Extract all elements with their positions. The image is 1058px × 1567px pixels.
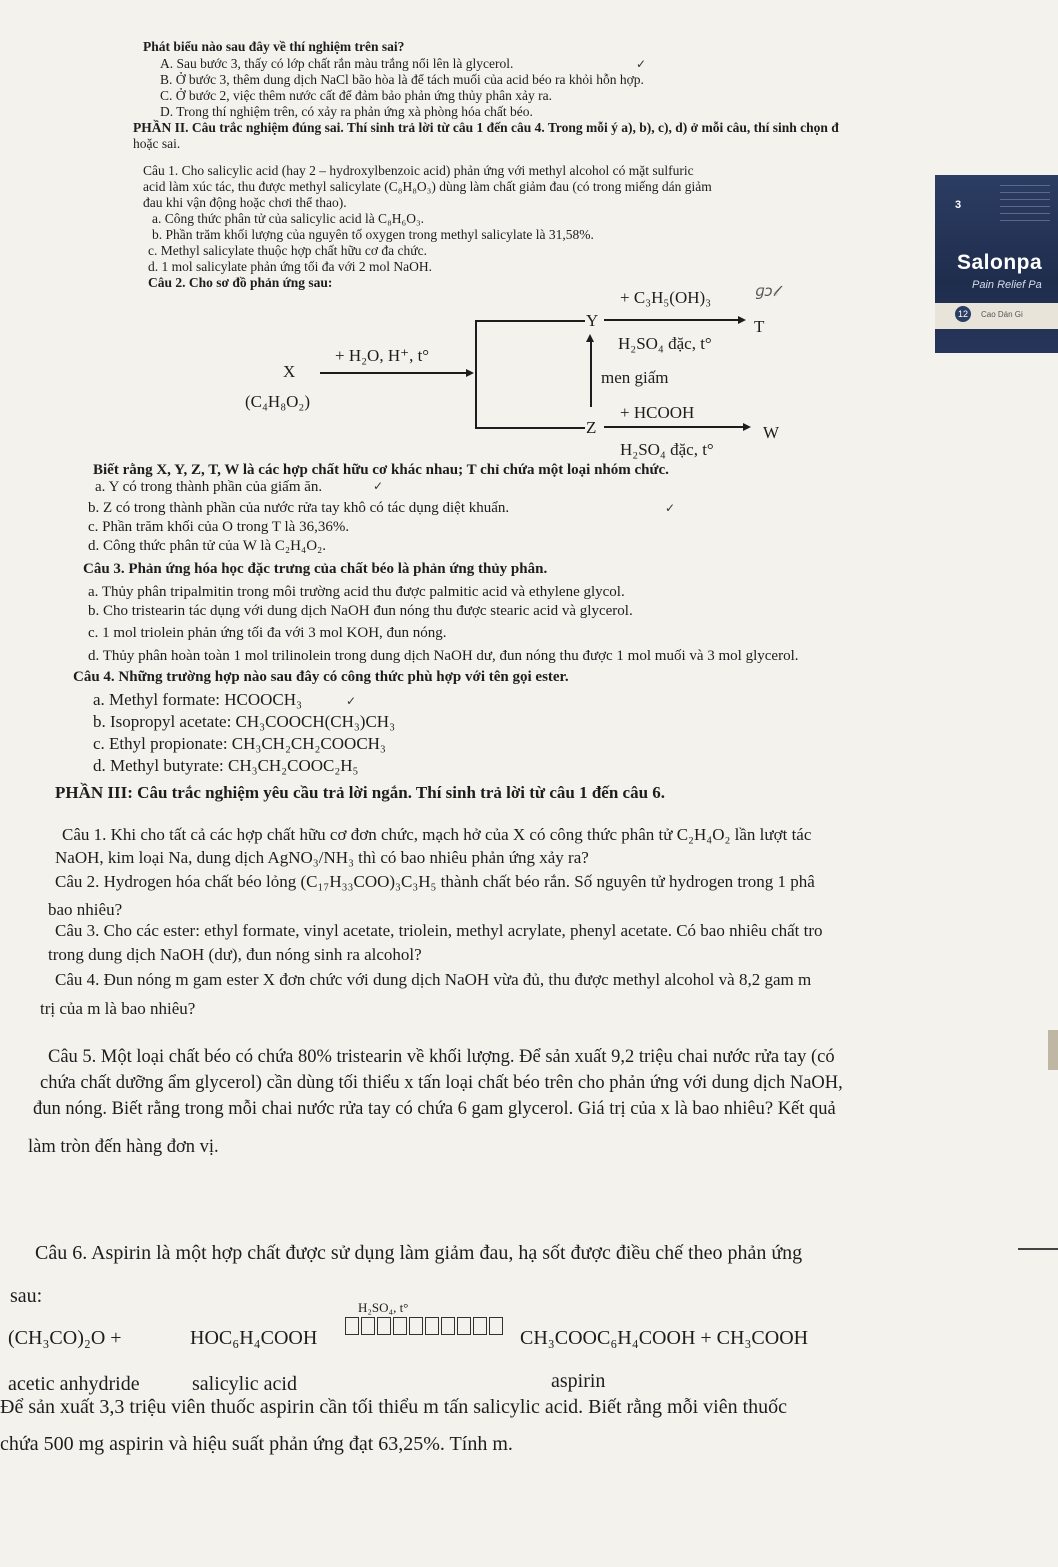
- q1-line1: Câu 1. Cho salicylic acid (hay 2 – hydroxylbenzoic acid) phản ứng với methyl alcohol có mặt sulfuric: [143, 163, 694, 178]
- product-subtitle: Pain Relief Pa: [972, 279, 1042, 291]
- scheme-w: W: [763, 423, 780, 442]
- eq-reactant2: HOC₆H₄COOH: [190, 1327, 318, 1349]
- question-prompt: Phát biểu nào sau đây về thí nghiệm trên sai?: [143, 39, 405, 54]
- eq-condition: H₂SO₄, t°: [358, 1300, 409, 1315]
- name-acetic-anhydride: acetic anhydride: [8, 1373, 140, 1395]
- p3-c2-line2: bao nhiêu?: [48, 900, 123, 919]
- scheme-x-formula: (C₄H₈O₂): [245, 392, 310, 411]
- check-mark-icon: ✓: [636, 57, 647, 71]
- p3-c5-line2: chứa chất dưỡng ẩm glycerol) cần dùng tối thiểu x tấn loại chất béo trên cho phản ứng với dung dịch NaOH,: [40, 1073, 843, 1093]
- scheme-up-arrowhead: [586, 334, 594, 342]
- q3-b: b. Cho tristearin tác dụng với dung dịch NaOH đun nóng thu được stearic acid và glycerol.: [88, 603, 633, 619]
- p3-c5-line3: đun nóng. Biết rằng trong mỗi chai nước rửa tay có chứa 6 gam glycerol. Giá trị của x là bao nhiêu? Kết quả: [33, 1099, 836, 1119]
- scheme-x: X: [283, 362, 296, 381]
- check-mark-icon: ✓: [373, 479, 384, 493]
- scheme-z: Z: [586, 418, 597, 437]
- scheme-arrow-y: [604, 319, 744, 321]
- scheme-reagent-z-bot: H₂SO₄ đặc, t°: [620, 440, 714, 459]
- p3-c1-line1: Câu 1. Khi cho tất cả các hợp chất hữu cơ đơn chức, mạch hở của X có công thức phân tử C₂H₄O₂ lần lượt tác: [62, 825, 812, 844]
- option-d: D. Trong thí nghiệm trên, có xảy ra phản ứng xà phòng hóa chất béo.: [160, 104, 533, 119]
- scheme-vert-z-y: [590, 339, 592, 407]
- option-c: C. Ở bước 2, việc thêm nước cất để đảm bảo phản ứng thủy phân xảy ra.: [160, 88, 552, 103]
- part2-header-cont: hoặc sai.: [133, 136, 181, 151]
- product-badge: 12: [955, 306, 971, 322]
- p3-c5-line4: làm tròn đến hàng đơn vị.: [28, 1137, 219, 1157]
- p3-c6-line2: sau:: [10, 1285, 43, 1307]
- p3-c6-line3: Để sản xuất 3,3 triệu viên thuốc aspirin cần tối thiểu m tấn salicylic acid. Biết rằng mỗi viên thuốc: [0, 1396, 788, 1418]
- scheme-reagent-y-bot: H₂SO₄ đặc, t°: [618, 334, 712, 353]
- p3-c1-line2: NaOH, kim loại Na, dung dịch AgNO₃/NH₃ thì có bao nhiêu phản ứng xảy ra?: [55, 848, 589, 867]
- q1-line2: acid làm xúc tác, thu được methyl salicylate (C₈H₈O₃) dùng làm chất giảm đau (có trong miếng dán giảm: [143, 179, 712, 194]
- q2-a: a. Y có trong thành phần của giấm ăn.: [95, 479, 323, 495]
- q2-intro: Câu 2. Cho sơ đồ phản ứng sau:: [148, 275, 333, 290]
- p3-c5-line1: Câu 5. Một loại chất béo có chứa 80% tristearin về khối lượng. Để sản xuất 9,2 triệu chai nước rửa tay (có: [48, 1047, 835, 1067]
- scheme-reagent-z-top: + HCOOH: [620, 403, 695, 422]
- q4-c: c. Ethyl propionate: CH₃CH₂CH₂COOCH₃: [93, 734, 386, 753]
- p3-c3-line2: trong dung dịch NaOH (dư), đun nóng sinh ra alcohol?: [48, 945, 422, 964]
- q1-line3: đau khi vận động hoặc chơi thể thao).: [143, 195, 347, 210]
- scheme-t: T: [754, 317, 765, 336]
- q2-c: c. Phần trăm khối của O trong T là 36,36%.: [88, 519, 350, 535]
- p3-c6-line4: chứa 500 mg aspirin và hiệu suất phản ứng đạt 63,25%. Tính m.: [0, 1433, 513, 1455]
- q1-d: d. 1 mol salicylate phản ứng tối đa với 2 mol NaOH.: [148, 259, 433, 274]
- page-edge-shadow: [1048, 1030, 1058, 1070]
- check-mark-icon: ✓: [346, 694, 357, 708]
- p3-c2-line1: Câu 2. Hydrogen hóa chất béo lỏng (C₁₇H₃₃COO)₃C₃H₅ thành chất béo rắn. Số nguyên tử hydrogen trong 1 phâ: [55, 872, 815, 891]
- scheme-arrow-z: [604, 426, 749, 428]
- q4-a: a. Methyl formate: HCOOCH₃: [93, 690, 302, 709]
- p3-c4-line1: Câu 4. Đun nóng m gam ester X đơn chức với dung dịch NaOH vừa đủ, thu được methyl alcohol và 8,2 gam m: [55, 970, 812, 989]
- scheme-branch-top: [475, 320, 585, 322]
- scheme-arrow-main: [320, 372, 472, 374]
- q1-c: c. Methyl salicylate thuộc hợp chất hữu cơ đa chức.: [148, 243, 427, 258]
- option-b: B. Ở bước 3, thêm dung dịch NaCl bão hòa là để tách muối của acid béo ra khỏi hỗn hợp.: [160, 72, 644, 87]
- handwritten-note: ɡɔ𝓁: [755, 282, 778, 300]
- q2-note: Biết rằng X, Y, Z, T, W là các hợp chất hữu cơ khác nhau; T chỉ chứa một loại nhóm chức.: [93, 462, 669, 478]
- option-a: A. Sau bước 3, thấy có lớp chất rắn màu trắng nổi lên là glycerol.: [160, 56, 514, 71]
- check-mark-icon: ✓: [665, 501, 676, 515]
- part3-header: PHẦN III: Câu trắc nghiệm yêu cầu trả lời ngắn. Thí sinh trả lời từ câu 1 đến câu 6.: [55, 783, 666, 802]
- q1-a: a. Công thức phân tử của salicylic acid là C₈H₆O₃.: [152, 211, 425, 226]
- scheme-men-giam: men giấm: [601, 368, 669, 387]
- salonpas-product-image: [935, 175, 1058, 353]
- q4-intro: Câu 4. Những trường hợp nào sau đây có công thức phù hợp với tên gọi ester.: [73, 669, 569, 685]
- q3-c: c. 1 mol triolein phản ứng tối đa với 3 mol KOH, đun nóng.: [88, 625, 447, 641]
- p3-c3-line1: Câu 3. Cho các ester: ethyl formate, vinyl acetate, triolein, methyl acrylate, phenyl acetate. Có bao nhiêu chất tro: [55, 921, 823, 940]
- product-brand: Salonpa: [957, 251, 1043, 274]
- q3-intro: Câu 3. Phản ứng hóa học đặc trưng của chất béo là phản ứng thủy phân.: [83, 561, 548, 577]
- product-decoration-icon: 3: [955, 199, 962, 211]
- scheme-branch-vert: [475, 320, 477, 427]
- scheme-reagent-y-top: + C₃H₅(OH)₃: [620, 288, 712, 307]
- p3-c4-line2: trị của m là bao nhiêu?: [40, 999, 196, 1018]
- p3-c6-line1: Câu 6. Aspirin là một hợp chất được sử dụng làm giảm đau, hạ sốt được điều chế theo phản ứng: [35, 1242, 803, 1264]
- q3-a: a. Thủy phân tripalmitin trong môi trường acid thu được palmitic acid và ethylene glycol.: [88, 584, 625, 600]
- q3-d: d. Thủy phân hoàn toàn 1 mol trilinolein trong dung dịch NaOH dư, đun nóng thu được 1 mol muối và 3 mol glycerol.: [88, 648, 799, 664]
- name-aspirin: aspirin: [551, 1370, 606, 1392]
- eq-reactant1: (CH₃CO)₂O +: [8, 1327, 122, 1349]
- q2-d: d. Công thức phân tử của W là C₂H₄O₂.: [88, 538, 327, 554]
- q4-b: b. Isopropyl acetate: CH₃COOCH(CH₃)CH₃: [93, 712, 396, 731]
- part2-header: PHẦN II. Câu trắc nghiệm đúng sai. Thí sinh trả lời từ câu 1 đến câu 4. Trong mỗi ý a), b), c), d) ở mỗi câu, thí sinh chọn đ: [133, 120, 839, 135]
- product-bar-text: Cao Dán Gi: [981, 310, 1023, 319]
- q2-b: b. Z có trong thành phần của nước rửa tay khô có tác dụng diệt khuẩn.: [88, 500, 510, 516]
- scheme-y: Y: [586, 311, 599, 330]
- q1-b: b. Phần trăm khối lượng của nguyên tố oxygen trong methyl salicylate là 31,58%.: [152, 227, 594, 242]
- divider: [1018, 1248, 1058, 1250]
- scheme-branch-bot: [475, 427, 585, 429]
- name-salicylic-acid: salicylic acid: [192, 1373, 297, 1395]
- product-bar: [935, 303, 1058, 329]
- eq-products: CH₃COOC₆H₄COOH + CH₃COOH: [520, 1327, 809, 1349]
- product-text-lines-icon: [1000, 185, 1050, 225]
- q4-d: d. Methyl butyrate: CH₃CH₂COOC₂H₅: [93, 756, 359, 775]
- scheme-reagent1: + H₂O, H⁺, t°: [335, 346, 430, 365]
- eq-missing-arrow-glyphs: [345, 1317, 513, 1337]
